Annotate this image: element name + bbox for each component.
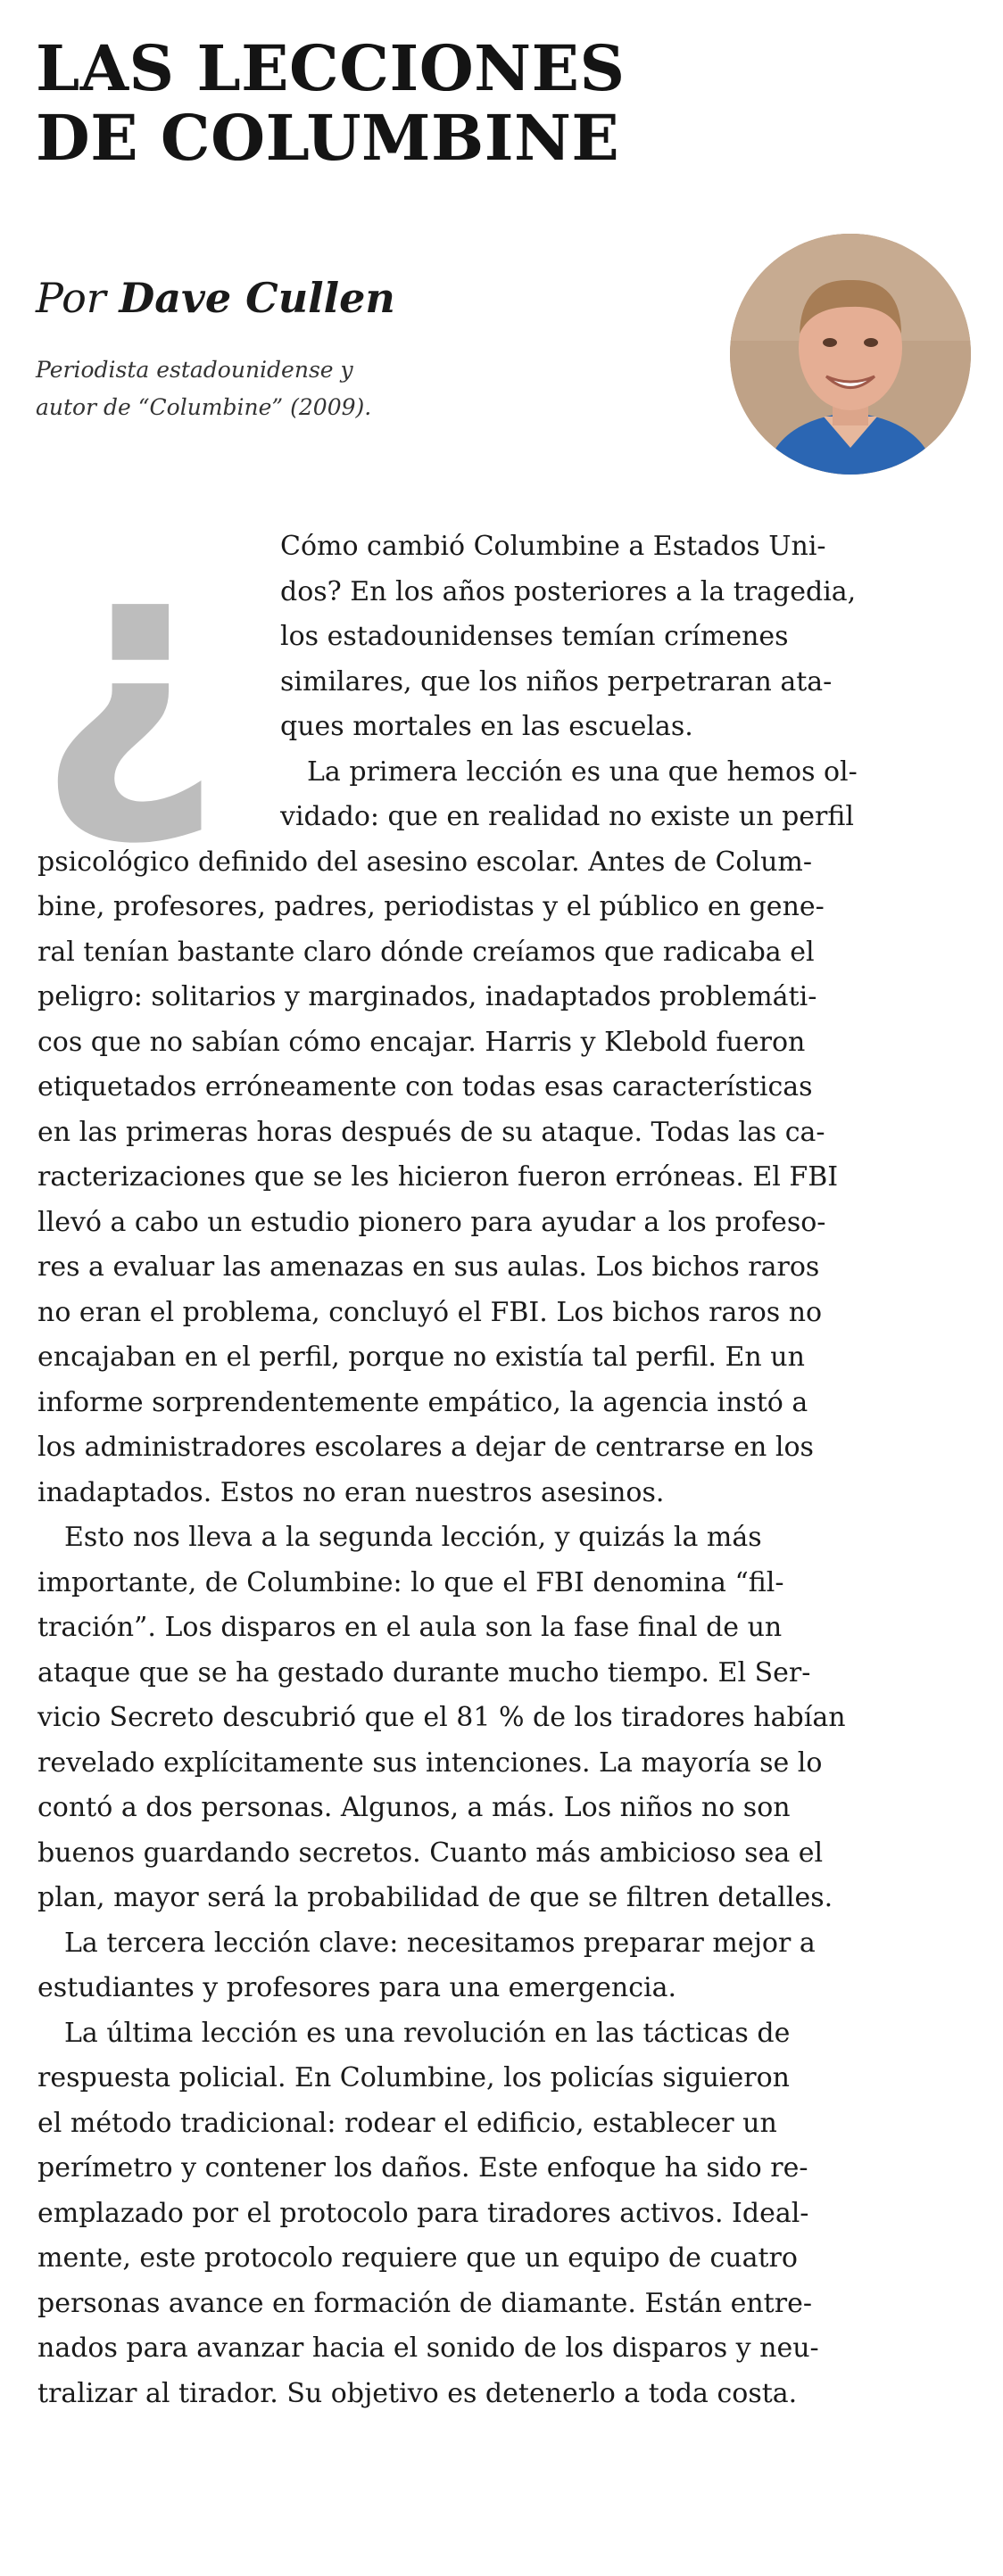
body-line: respuesta policial. En Columbine, los policías siguieron (37, 2062, 790, 2093)
title-line-2: DE COLUMBINE (36, 101, 620, 175)
bio-line-2: autor de “Columbine” (2009). (36, 394, 372, 420)
article-title (36, 31, 964, 175)
body-line: etiquetados erróneamente con todas esas características (37, 1071, 813, 1102)
body-line: similares, que los niños perpetraran ata- (280, 665, 833, 698)
body-line: contó a dos personas. Algunos, a más. Los niños no son (37, 1792, 791, 1823)
author-portrait-icon (730, 234, 971, 475)
body-line: buenos guardando secretos. Cuanto más ambicioso sea el (37, 1837, 824, 1869)
body-line: encajaban en el perfil, porque no existía tal perfil. En un (37, 1342, 805, 1373)
author-name: Dave Cullen (119, 274, 395, 322)
body-line: Cómo cambió Columbine a Estados Uni- (280, 531, 826, 562)
body-line: los estadounidenses temían crímenes (280, 621, 789, 652)
bio-line-1: Periodista estadounidense y (36, 357, 353, 383)
body-line: vidado: que en realidad no existe un perfil (280, 801, 854, 832)
body-line: bine, profesores, padres, periodistas y el público en gene- (37, 891, 825, 922)
body-line: ataque que se ha gestado durante mucho tiempo. El Ser- (37, 1656, 811, 1688)
drop-cap: ¿ (36, 482, 222, 855)
body-line: racterizaciones que se les hicieron fueron erróneas. El FBI (37, 1161, 839, 1193)
body-line: dos? En los años posteriores a la tragedia, (280, 575, 857, 607)
body-line: ral tenían bastante claro dónde creíamos que radicaba el (37, 936, 815, 968)
body-line: inadaptados. Estos no eran nuestros asesinos. (37, 1476, 665, 1508)
body-line: en las primeras horas después de su ataque. Todas las ca- (37, 1116, 825, 1148)
body-line: tración”. Los disparos en el aula son la fase final de un (37, 1612, 783, 1643)
author-bio (36, 351, 535, 426)
body-line: llevó a cabo un estudio pionero para ayudar a los profeso- (37, 1206, 826, 1238)
byline-prefix: Por (36, 274, 120, 322)
body-line: revelado explícitamente sus intenciones. La mayoría se lo (37, 1746, 823, 1779)
body-line: no eran el problema, concluyó el FBI. Los bichos raros no (37, 1296, 823, 1328)
body-line: plan, mayor será la probabilidad de que se filtren detalles. (37, 1882, 833, 1913)
body-line: res a evaluar las amenazas en sus aulas. Los bichos raros (37, 1251, 820, 1283)
body-line: tralizar al tirador. Su objetivo es detenerlo a toda costa. (37, 2377, 798, 2409)
body-line: La primera lección es una que hemos ol- (307, 755, 858, 788)
body-line: mente, este protocolo requiere que un equipo de cuatro (37, 2242, 798, 2274)
body-line: nados para avanzar hacia el sonido de los disparos y neu- (37, 2332, 819, 2364)
body-line: La última lección es una revolución en las tácticas de (64, 2017, 791, 2049)
body-line: el método tradicional: rodear el edificio, establecer un (37, 2107, 777, 2139)
body-line: perímetro y contener los daños. Este enfoque ha sido re- (37, 2152, 808, 2184)
title-line-1: LAS LECCIONES (36, 31, 626, 105)
body-line: vicio Secreto descubrió que el 81 % de los tiradores habían (37, 1702, 846, 1733)
body-line: personas avance en formación de diamante. Están entre- (37, 2287, 812, 2319)
body-line: peligro: solitarios y marginados, inadaptados problemáti- (37, 981, 817, 1012)
body-line: cos que no sabían cómo encajar. Harris y Klebold fueron (37, 1026, 806, 1058)
author-photo (730, 234, 971, 475)
body-line: psicológico definido del asesino escolar. Antes de Colum- (37, 846, 812, 878)
body-line: La tercera lección clave: necesitamos preparar mejor a (64, 1927, 816, 1959)
body-line: emplazado por el protocolo para tiradores activos. Ideal- (37, 2197, 809, 2229)
article-body (37, 524, 971, 2416)
body-line: ques mortales en las escuelas. (280, 711, 693, 742)
body-line: estudiantes y profesores para una emergencia. (37, 1972, 677, 2003)
body-line: Esto nos lleva a la segunda lección, y quizás la más (64, 1522, 762, 1553)
body-line: los administradores escolares a dejar de centrarse en los (37, 1432, 814, 1463)
byline (36, 273, 395, 323)
body-line: informe sorprendentemente empático, la agencia instó a (37, 1386, 808, 1418)
body-line: importante, de Columbine: lo que el FBI denomina “fil- (37, 1566, 784, 1598)
